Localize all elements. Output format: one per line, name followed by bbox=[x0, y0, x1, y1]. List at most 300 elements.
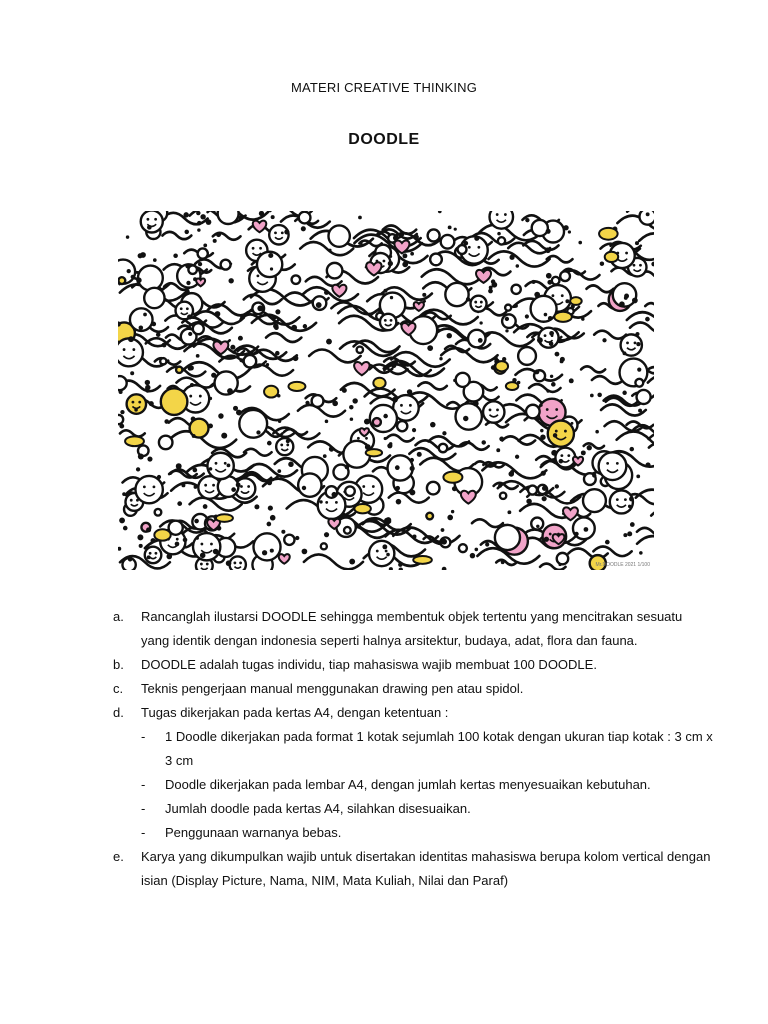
doodle-mark bbox=[270, 549, 274, 553]
doodle-mark bbox=[200, 563, 203, 566]
doodle-mark bbox=[498, 237, 505, 244]
instruction-marker: c. bbox=[113, 681, 124, 696]
doodle-mark bbox=[180, 307, 183, 310]
doodle-mark bbox=[504, 213, 507, 216]
doodle-mark bbox=[578, 241, 582, 245]
doodle-mark bbox=[534, 292, 540, 298]
doodle-mark bbox=[344, 527, 351, 534]
doodle-mark bbox=[547, 280, 552, 285]
doodle-mark bbox=[357, 347, 363, 353]
doodle-mark bbox=[138, 454, 144, 460]
doodle-mark bbox=[122, 492, 126, 496]
doodle-mark bbox=[187, 314, 192, 319]
doodle-mark bbox=[173, 253, 178, 258]
doodle-mark bbox=[139, 544, 143, 548]
doodle-mark bbox=[475, 548, 479, 552]
doodle-mark bbox=[474, 301, 477, 304]
instruction-b bbox=[113, 653, 713, 677]
doodle-mark bbox=[555, 352, 560, 357]
doodle-mark bbox=[127, 269, 131, 273]
doodle-mark bbox=[138, 401, 141, 404]
doodle-mark bbox=[366, 449, 382, 456]
doodle-mark bbox=[130, 371, 134, 375]
doodle-mark bbox=[213, 549, 219, 555]
doodle-mark bbox=[633, 264, 636, 267]
doodle-mark bbox=[166, 554, 172, 560]
doodle-mark bbox=[516, 264, 519, 267]
doodle-mark bbox=[545, 247, 551, 253]
doodle-mark bbox=[218, 413, 223, 418]
doodle-mark bbox=[145, 547, 162, 564]
doodle-mark bbox=[410, 466, 415, 471]
doodle-mark bbox=[147, 225, 152, 230]
doodle-mark bbox=[186, 281, 190, 285]
doodle-mark bbox=[468, 246, 471, 249]
instruction-marker: d. bbox=[113, 705, 124, 720]
doodle-mark bbox=[162, 343, 167, 348]
doodle-mark bbox=[458, 245, 467, 254]
doodle-mark bbox=[624, 296, 628, 300]
doodle-mark bbox=[144, 288, 164, 308]
doodle-mark bbox=[181, 483, 185, 487]
doodle-mark bbox=[160, 358, 166, 364]
doodle-mark bbox=[583, 489, 606, 512]
doodle-mark bbox=[386, 553, 390, 557]
doodle-mark bbox=[480, 301, 483, 304]
doodle-mark bbox=[204, 484, 207, 487]
doodle-mark bbox=[301, 226, 306, 231]
doodle-mark bbox=[299, 212, 311, 224]
doodle-mark bbox=[383, 289, 387, 293]
doodle-mark bbox=[534, 370, 539, 375]
doodle-mark bbox=[196, 211, 200, 215]
doodle-mark bbox=[228, 278, 233, 283]
doodle-mark bbox=[176, 463, 182, 469]
doodle-mark bbox=[298, 473, 321, 496]
doodle-mark bbox=[624, 498, 627, 501]
doodle-mark bbox=[471, 296, 487, 312]
doodle-mark bbox=[496, 213, 499, 216]
doodle-mark bbox=[119, 424, 124, 429]
doodle-mark bbox=[194, 485, 198, 489]
doodle-mark bbox=[238, 216, 242, 220]
doodle-mark bbox=[605, 540, 610, 545]
instruction-text: Karya yang dikumpulkan wajib untuk disertakan identitas mahasiswa berupa kolom vertical dengan isian (Display Picture, Nama, NIM, Mata Kuliah, Nilai dan Paraf) bbox=[141, 849, 711, 888]
subitem-text: Doodle dikerjakan pada lembar A4, dengan jumlah kertas menyesuaikan kebutuhan. bbox=[165, 777, 651, 792]
doodle-mark bbox=[267, 522, 272, 527]
doodle-mark bbox=[634, 341, 637, 344]
instruction-marker: a. bbox=[113, 609, 124, 624]
doodle-mark bbox=[599, 452, 627, 480]
doodle-mark bbox=[595, 430, 599, 434]
instruction-d bbox=[113, 701, 713, 725]
doodle-mark bbox=[230, 345, 235, 350]
doodle-mark bbox=[221, 433, 227, 439]
doodle-mark bbox=[302, 549, 308, 555]
doodle-mark bbox=[383, 414, 388, 419]
doodle-mark bbox=[226, 560, 232, 566]
doodle-mark bbox=[532, 220, 548, 236]
doodle-mark bbox=[303, 324, 307, 328]
doodle-mark bbox=[428, 229, 440, 241]
doodle-mark bbox=[321, 543, 327, 549]
doodle-mark bbox=[413, 556, 432, 564]
doodle-mark bbox=[400, 404, 403, 407]
doodle-mark bbox=[505, 329, 508, 332]
doodle-mark bbox=[637, 368, 641, 372]
doodle-mark bbox=[269, 225, 288, 244]
doodle-mark bbox=[199, 395, 202, 398]
doodle-mark bbox=[197, 228, 200, 231]
subitem bbox=[113, 725, 713, 773]
doodle-mark bbox=[221, 260, 231, 270]
doodle-mark bbox=[544, 537, 549, 542]
doodle-mark bbox=[447, 515, 453, 521]
doodle-mark bbox=[463, 416, 468, 421]
doodle-mark bbox=[597, 393, 601, 397]
doodle-mark bbox=[558, 563, 561, 566]
doodle-mark bbox=[189, 365, 194, 370]
doodle-mark bbox=[555, 408, 558, 411]
doodle-mark bbox=[606, 462, 609, 465]
doodle-mark bbox=[274, 325, 279, 330]
instruction-c bbox=[113, 677, 713, 701]
doodle-mark bbox=[443, 472, 462, 483]
doodle-mark bbox=[489, 286, 493, 290]
doodle-mark bbox=[143, 313, 147, 317]
doodle-mark bbox=[233, 406, 238, 411]
doodle-mark bbox=[156, 332, 161, 337]
doodle-mark bbox=[515, 455, 519, 459]
doodle-mark bbox=[270, 515, 276, 521]
doodle-mark bbox=[212, 484, 215, 487]
doodle-mark bbox=[632, 298, 638, 304]
doodle-mark bbox=[373, 378, 385, 388]
doodle-mark bbox=[272, 316, 276, 320]
doodle-mark bbox=[574, 532, 578, 536]
doodle-mark bbox=[485, 542, 489, 546]
doodle-mark bbox=[383, 260, 386, 263]
doodle-mark bbox=[439, 357, 442, 360]
doodle-mark bbox=[637, 390, 651, 404]
doodle-mark bbox=[360, 428, 369, 436]
doodle-mark bbox=[244, 355, 257, 368]
doodle-mark bbox=[119, 390, 123, 394]
doodle-mark bbox=[176, 367, 182, 373]
doodle-mark bbox=[195, 536, 199, 540]
doodle-mark bbox=[192, 468, 197, 473]
doodle-mark bbox=[118, 338, 143, 366]
doodle-mark bbox=[396, 499, 402, 505]
doodle-mark bbox=[555, 484, 559, 488]
doodle-mark bbox=[560, 359, 564, 363]
doodle-mark bbox=[380, 314, 396, 330]
doodle-mark bbox=[584, 527, 589, 532]
subitem bbox=[113, 821, 713, 845]
doodle-mark bbox=[288, 382, 305, 391]
doodle-mark bbox=[196, 279, 205, 287]
doodle-mark bbox=[240, 485, 243, 488]
doodle-mark bbox=[206, 219, 212, 225]
doodle-mark bbox=[639, 551, 643, 555]
doodle-mark bbox=[215, 371, 238, 394]
doodle-mark bbox=[125, 436, 144, 446]
doodle-mark bbox=[537, 337, 543, 343]
doodle-mark bbox=[281, 530, 285, 534]
doodle-mark bbox=[345, 486, 355, 496]
doodle-mark bbox=[259, 247, 262, 250]
doodle-mark bbox=[635, 379, 643, 387]
doodle-mark bbox=[277, 469, 281, 473]
doodle-mark bbox=[186, 307, 189, 310]
doodle-mark bbox=[548, 421, 574, 447]
doodle-mark bbox=[316, 302, 322, 308]
doodle-mark bbox=[427, 482, 440, 495]
doodle-mark bbox=[525, 218, 529, 222]
doodle-mark bbox=[238, 336, 243, 341]
doodle-mark bbox=[382, 544, 387, 549]
doodle-mark bbox=[625, 252, 628, 255]
doodle-mark bbox=[531, 296, 557, 322]
doodle-mark bbox=[203, 504, 208, 509]
doodle-mark bbox=[275, 351, 280, 356]
doodle-mark bbox=[188, 332, 192, 336]
doodle-mark bbox=[536, 525, 539, 528]
doodle-mark bbox=[211, 373, 216, 378]
doodle-mark bbox=[549, 533, 552, 536]
doodle-mark bbox=[500, 493, 506, 499]
doodle-mark bbox=[447, 333, 452, 338]
doodle-mark bbox=[554, 312, 571, 322]
doodle-mark bbox=[473, 401, 479, 407]
doodle-mark bbox=[498, 484, 502, 488]
doodle-illustration bbox=[118, 211, 654, 570]
doodle-mark bbox=[539, 328, 559, 348]
doodle-mark bbox=[392, 397, 398, 403]
doodle-mark bbox=[385, 550, 388, 553]
doodle-mark bbox=[276, 438, 293, 455]
doodle-mark bbox=[216, 232, 221, 237]
doodle-mark bbox=[146, 527, 151, 532]
doodle-mark bbox=[397, 421, 407, 431]
doodle-mark bbox=[185, 230, 189, 234]
doodle-mark bbox=[628, 505, 631, 508]
doodle-mark bbox=[592, 473, 596, 477]
doodle-mark bbox=[352, 398, 357, 403]
doodle-mark bbox=[509, 255, 514, 260]
doodle-mark bbox=[267, 441, 272, 446]
course-header: MATERI CREATIVE THINKING bbox=[290, 80, 478, 95]
doodle-mark bbox=[147, 555, 151, 559]
doodle-mark bbox=[546, 389, 549, 392]
doodle-mark bbox=[442, 431, 446, 435]
subitem-text: Jumlah doodle pada kertas A4, silahkan disesuaikan. bbox=[165, 801, 471, 816]
doodle-mark bbox=[120, 410, 124, 414]
doodle-mark bbox=[357, 437, 360, 440]
doodle-mark bbox=[417, 452, 422, 457]
doodle-mark bbox=[372, 485, 375, 488]
doodle-mark bbox=[362, 485, 365, 488]
doodle-mark bbox=[468, 330, 485, 347]
doodle-mark bbox=[365, 437, 368, 440]
doodle-mark bbox=[456, 403, 482, 429]
doodle-mark bbox=[369, 541, 394, 566]
instruction-e bbox=[113, 845, 713, 893]
doodle-mark bbox=[412, 534, 416, 538]
doodle-mark bbox=[497, 232, 501, 236]
doodle-mark bbox=[323, 454, 327, 458]
doodle-mark bbox=[555, 430, 558, 433]
doodle-mark bbox=[513, 305, 516, 308]
doodle-mark bbox=[284, 535, 294, 545]
doodle-mark bbox=[470, 553, 475, 558]
doodle-mark bbox=[395, 465, 400, 470]
doodle-mark bbox=[564, 430, 567, 433]
doodle-mark bbox=[616, 498, 619, 501]
doodle-mark bbox=[426, 513, 433, 520]
doodle-mark bbox=[540, 429, 543, 432]
doodle-mark bbox=[505, 305, 511, 311]
doodle-mark bbox=[587, 445, 592, 450]
doodle-mark bbox=[646, 212, 650, 216]
doodle-mark bbox=[198, 248, 208, 258]
doodle-mark bbox=[253, 533, 280, 560]
doodle-mark bbox=[542, 496, 547, 501]
doodle-mark bbox=[332, 400, 338, 406]
doodle-mark bbox=[414, 235, 419, 240]
doodle-mark bbox=[560, 271, 570, 281]
doodle-mark bbox=[284, 229, 289, 234]
doodle-mark bbox=[305, 401, 309, 405]
doodle-mark bbox=[410, 458, 414, 462]
doodle-mark bbox=[526, 499, 532, 505]
doodle-mark bbox=[508, 471, 514, 477]
doodle-mark bbox=[154, 218, 157, 221]
doodle-mark bbox=[216, 514, 233, 522]
doodle-mark bbox=[483, 401, 504, 422]
doodle-mark bbox=[422, 293, 426, 297]
doodle-mark bbox=[602, 338, 606, 342]
instruction-marker: e. bbox=[113, 849, 124, 864]
doodle-mark bbox=[155, 509, 162, 516]
doodle-mark bbox=[569, 378, 574, 383]
doodle-mark bbox=[132, 401, 135, 404]
doodle-mark bbox=[157, 475, 161, 479]
doodle-mark bbox=[326, 339, 332, 345]
doodle-mark bbox=[134, 408, 138, 412]
doodle-mark bbox=[209, 397, 212, 400]
doodle-mark bbox=[459, 544, 467, 552]
doodle-mark bbox=[402, 253, 407, 258]
doodle-mark bbox=[281, 231, 284, 234]
doodle-mark bbox=[191, 417, 196, 422]
doodle-mark bbox=[198, 262, 202, 266]
doodle-mark bbox=[456, 373, 470, 387]
doodle-mark bbox=[453, 379, 456, 382]
doodle-mark bbox=[154, 529, 170, 540]
doodle-mark bbox=[200, 214, 205, 219]
subitem bbox=[113, 773, 713, 797]
doodle-mark bbox=[623, 351, 627, 355]
doodle-mark bbox=[312, 395, 324, 407]
doodle-mark bbox=[138, 253, 143, 258]
doodle-mark bbox=[328, 225, 349, 246]
doodle-mark bbox=[236, 482, 241, 487]
doodle-mark bbox=[552, 277, 560, 285]
doodle-mark bbox=[327, 263, 343, 279]
doodle-mark bbox=[288, 462, 294, 468]
doodle-mark bbox=[183, 538, 188, 543]
doodle-mark bbox=[151, 538, 156, 543]
doodle-mark bbox=[478, 338, 483, 343]
doodle-mark bbox=[567, 454, 570, 457]
doodle-mark bbox=[629, 497, 634, 502]
doodle-mark bbox=[264, 386, 278, 398]
doodle-mark bbox=[119, 518, 125, 524]
doodle-mark bbox=[387, 443, 392, 448]
doodle-mark bbox=[553, 433, 557, 437]
doodle-mark bbox=[153, 485, 156, 488]
doodle-mark bbox=[236, 410, 242, 416]
doodle-mark bbox=[477, 246, 480, 249]
doodle-mark bbox=[266, 363, 269, 366]
doodle-mark bbox=[441, 539, 447, 545]
doodle-mark bbox=[506, 382, 518, 390]
doodle-mark bbox=[518, 347, 536, 365]
doodle-mark bbox=[256, 430, 260, 434]
doodle-mark bbox=[325, 420, 329, 424]
doodle-mark bbox=[247, 485, 250, 488]
doodle-mark bbox=[445, 283, 468, 306]
doodle-mark bbox=[568, 230, 571, 233]
doodle-art bbox=[118, 211, 654, 570]
doodle-mark bbox=[147, 456, 152, 461]
doodle-mark bbox=[149, 401, 154, 406]
doodle-mark bbox=[552, 294, 555, 297]
doodle-mark bbox=[128, 557, 132, 561]
doodle-mark bbox=[544, 334, 547, 337]
doodle-mark bbox=[275, 309, 280, 314]
doodle-mark bbox=[136, 467, 140, 471]
instruction-text: Tugas dikerjakan pada kertas A4, dengan ketentuan : bbox=[141, 705, 449, 720]
subitem-text: 1 Doodle dikerjakan pada format 1 kotak sejumlah 100 kotak dengan ukuran tiap kotak : 3 cm x 3 cm bbox=[165, 729, 713, 768]
doodle-mark bbox=[505, 317, 509, 321]
doodle-mark bbox=[128, 336, 134, 342]
doodle-mark bbox=[123, 526, 128, 531]
doodle-mark bbox=[464, 241, 468, 245]
doodle-mark bbox=[193, 323, 204, 334]
doodle-mark bbox=[286, 444, 289, 447]
instruction-text: Teknis pengerjaan manual menggunakan drawing pen atau spidol. bbox=[141, 681, 524, 696]
doodle-mark bbox=[231, 487, 236, 492]
subitem-text: Penggunaan warnanya bebas. bbox=[165, 825, 342, 840]
doodle-mark bbox=[531, 280, 535, 284]
doodle-mark bbox=[495, 361, 508, 371]
doodle-mark bbox=[118, 415, 123, 424]
doodle-mark bbox=[328, 249, 331, 252]
doodle-mark bbox=[412, 428, 416, 432]
subitem bbox=[113, 797, 713, 821]
doodle-mark bbox=[599, 228, 618, 240]
doodle-mark bbox=[200, 553, 206, 559]
doodle-mark bbox=[501, 560, 505, 564]
doodle-mark bbox=[159, 436, 173, 450]
doodle-mark bbox=[502, 314, 516, 328]
doodle-mark bbox=[549, 331, 554, 336]
doodle-mark bbox=[441, 528, 445, 532]
doodle-mark bbox=[252, 247, 255, 250]
doodle-mark bbox=[286, 439, 290, 443]
